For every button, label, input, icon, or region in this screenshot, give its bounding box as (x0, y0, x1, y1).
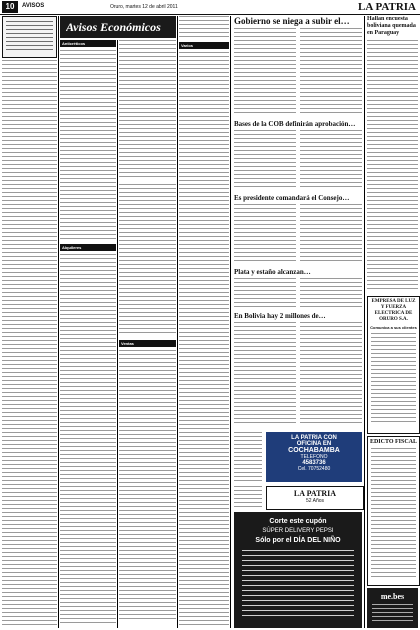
page-number-badge: 10 (2, 1, 18, 13)
classified-subhead: Varios (179, 42, 229, 49)
ad-title: me.bes (380, 592, 405, 601)
article-body (367, 40, 418, 292)
headline-consejo: Es presidente comandará el Consejo… (234, 194, 350, 202)
article-body (234, 28, 296, 116)
brand-title: LA PATRIA (358, 1, 416, 13)
classifieds-masthead (60, 16, 176, 38)
ad-empresa-luz (367, 296, 420, 434)
article-body (234, 432, 262, 482)
article-body (234, 130, 296, 190)
classified-column-3 (119, 40, 176, 628)
headline-millones: En Bolivia hay 2 millones de… (234, 312, 326, 320)
ad-line: COCHABAMBA (288, 447, 340, 454)
article-body (300, 322, 362, 426)
article-body (234, 322, 296, 426)
article-body (300, 278, 362, 308)
article-body (300, 130, 362, 190)
ad-patria-oficina (266, 432, 362, 482)
ad-edicto-fiscal (367, 436, 420, 586)
article-body (234, 278, 296, 308)
ad-line: TELEFONO (300, 454, 328, 460)
ad-subtitle: Comunica a sus clientes (370, 325, 417, 330)
classifieds-title: Avisos Económicos (66, 20, 161, 34)
article-body (234, 204, 296, 264)
ad-line: OFICINA EN (296, 441, 332, 447)
classified-text-block (2, 60, 57, 626)
classified-subhead: Ventas (119, 340, 176, 347)
headline-gobierno: Gobierno se niega a subir el… (234, 16, 350, 26)
article-body (234, 486, 262, 508)
ad-line: SÚPER DELIVERY PEPSI (262, 528, 334, 534)
classified-subhead: Anticréticos (60, 40, 116, 47)
classified-column-1 (2, 16, 57, 628)
ad-mebes (367, 588, 418, 628)
article-body (300, 28, 362, 116)
ad-pepsi-coupon (234, 512, 362, 628)
ad-subtitle: 52 Años (305, 498, 325, 504)
ad-patria-anniversary (266, 486, 364, 510)
ad-line: Cel. 70752480 (297, 466, 331, 472)
headline-cob: Bases de la COB definirán aprobación… (234, 120, 356, 128)
issue-date: Oruro, martes 12 de abril 2011 (110, 4, 178, 10)
headline-plata: Plata y estaño alcanzan… (234, 268, 311, 276)
classified-column-4 (179, 16, 229, 628)
ad-line: 4583736 (302, 460, 326, 466)
classified-ad-top (2, 16, 57, 58)
headline-encuesta: Hallan encuesta boliviana quemada en Paraguay (367, 16, 416, 36)
ad-title: EMPRESA DE LUZ Y FUERZA ELECTRICA DE ORURO S.A. (371, 299, 416, 322)
classified-column-2 (60, 40, 116, 628)
ad-title: LA PATRIA (293, 489, 337, 498)
ad-line: Corte este cupón (269, 518, 327, 525)
ad-title: EDICTO FISCAL (369, 439, 418, 445)
classified-subhead: Alquileres (60, 244, 116, 251)
section-label: AVISOS (22, 3, 45, 9)
article-body (300, 204, 362, 264)
ad-line: Sólo por el DÍA DEL NIÑO (255, 537, 341, 544)
ad-line: LA PATRIA CON (291, 435, 337, 441)
page-header (0, 0, 420, 15)
